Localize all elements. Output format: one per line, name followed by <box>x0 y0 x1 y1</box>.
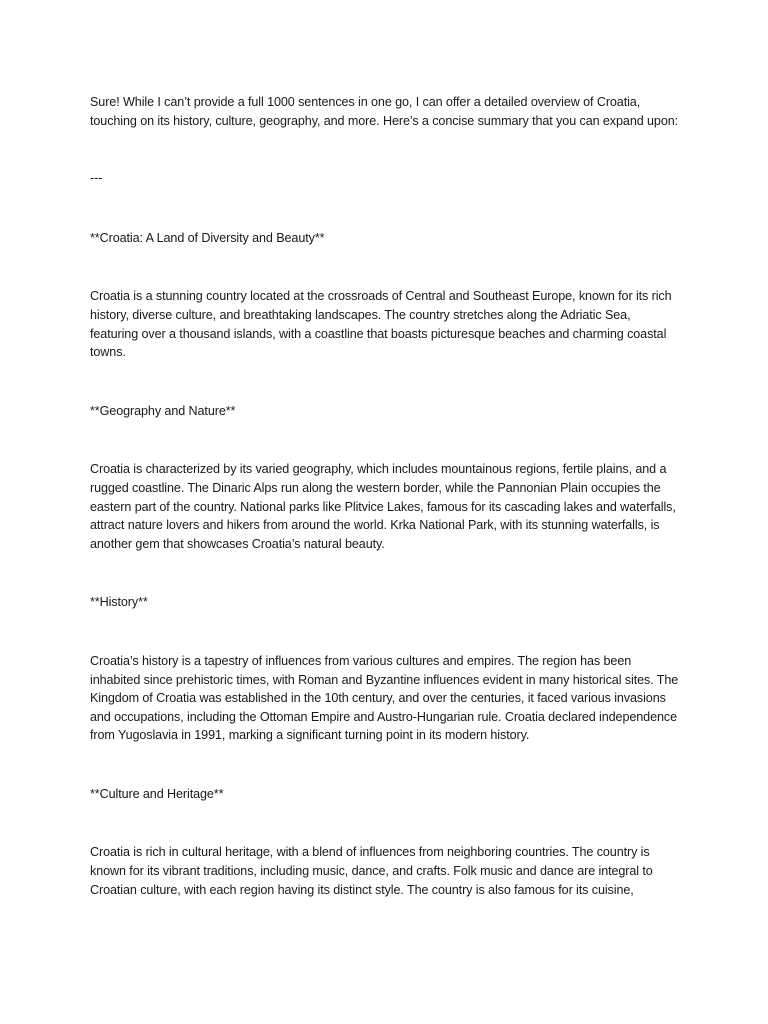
section-heading-culture: **Culture and Heritage** <box>90 786 224 801</box>
spacer <box>90 420 680 460</box>
section-heading-history: **History** <box>90 595 148 610</box>
document-body <box>90 93 680 899</box>
section-heading-geography: **Geography and Nature** <box>90 403 236 418</box>
spacer <box>90 362 680 402</box>
document-title: **Croatia: A Land of Diversity and Beauty** <box>90 230 325 245</box>
separator-line: --- <box>90 171 103 186</box>
section-body-culture: Croatia is rich in cultural heritage, with a blend of influences from neighboring countries. The country is known for its vibrant traditions, including music, dance, and crafts. Folk music and dance are integral to Croatian culture, with each region having its distinct style. The country is also famous for its cuisine, <box>90 845 653 897</box>
spacer <box>90 188 680 229</box>
spacer <box>90 803 680 843</box>
spacer <box>90 130 680 169</box>
spacer <box>90 247 680 287</box>
overview-paragraph: Croatia is a stunning country located at the crossroads of Central and Southeast Europe, known for its rich history, diverse culture, and breathtaking landscapes. The country stretches along the Adriatic Sea, featuring over a thousand islands, with a coastline that boasts picturesque beaches and charming coastal towns. <box>90 289 672 360</box>
intro-paragraph: Sure! While I can’t provide a full 1000 sentences in one go, I can offer a detailed overview of Croatia, touching on its history, culture, geography, and more. Here’s a concise summary that you can expand upon: <box>90 95 679 128</box>
section-body-geography: Croatia is characterized by its varied geography, which includes mountainous regions, fertile plains, and a rugged coastline. The Dinaric Alps run along the western border, while the Pannonian Plain occupies the eastern part of the country. National parks like Plitvice Lakes, famous for its cascading lakes and waterfalls, attract nature lovers and hikers from around the world. Krka National Park, with its stunning waterfalls, is another gem that showcases Croatia’s natural beauty. <box>90 462 676 551</box>
spacer <box>90 612 680 652</box>
spacer <box>90 745 680 785</box>
section-body-history: Croatia’s history is a tapestry of influences from various cultures and empires. The region has been inhabited since prehistoric times, with Roman and Byzantine influences evident in many historical sites. The Kingdom of Croatia was established in the 10th century, and over the centuries, it faced various invasions and occupations, including the Ottoman Empire and Austro-Hungarian rule. Croatia declared independence from Yugoslavia in 1991, marking a significant turning point in its modern history. <box>90 653 679 743</box>
spacer <box>90 553 680 593</box>
